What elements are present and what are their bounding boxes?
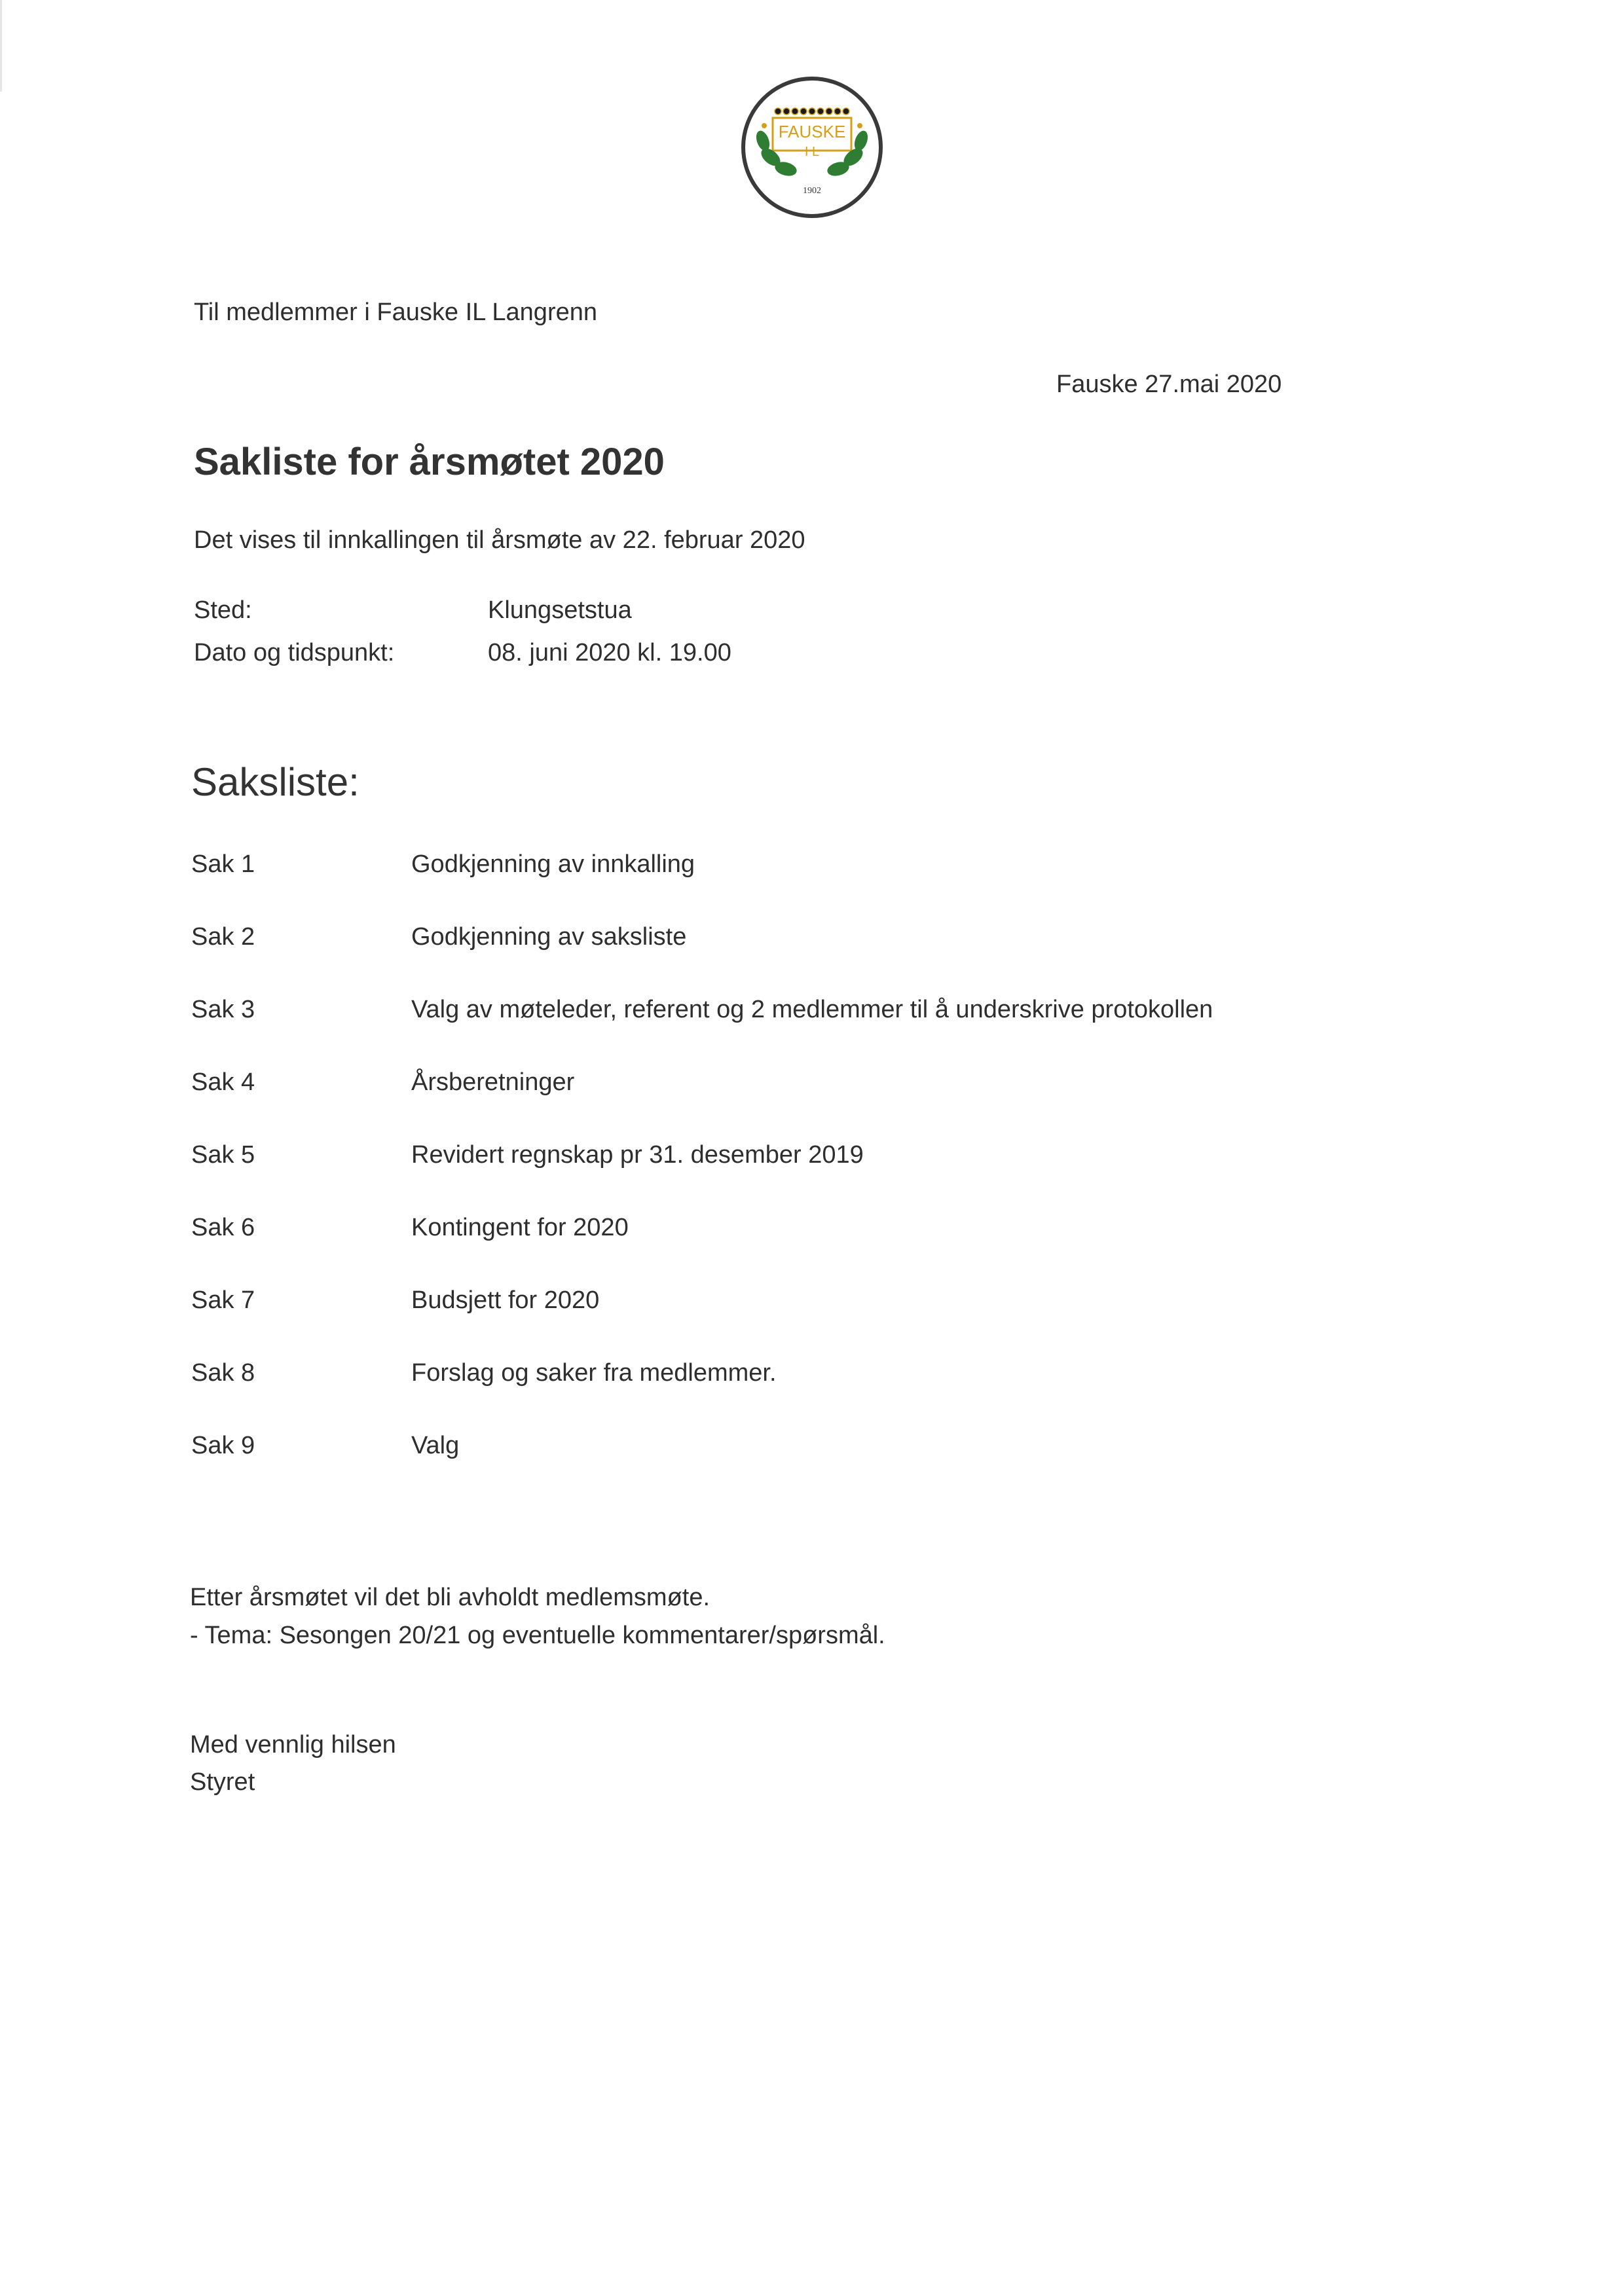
logo-dots xyxy=(775,108,849,115)
logo-dot xyxy=(800,108,807,115)
agenda-item-text: Kontingent for 2020 xyxy=(411,1214,629,1241)
agenda-item-number: Sak 4 xyxy=(191,1068,255,1096)
recipient-line: Til medlemmer i Fauske IL Langrenn xyxy=(194,299,597,326)
detail-value-place: Klungsetstua xyxy=(488,596,632,624)
logo-dot xyxy=(783,108,790,115)
agenda-item xyxy=(0,922,1624,962)
agenda-item-number: Sak 1 xyxy=(191,850,255,878)
logo-dot xyxy=(826,108,832,115)
intro-text: Det vises til innkallingen til årsmøte av 22. februar 2020 xyxy=(194,526,805,554)
agenda-item xyxy=(0,1431,1624,1470)
agenda-item xyxy=(0,1286,1624,1325)
agenda-item-text: Budsjett for 2020 xyxy=(411,1286,600,1314)
agenda-heading: Saksliste: xyxy=(191,760,360,804)
agenda-item xyxy=(0,1358,1624,1398)
agenda-item-number: Sak 8 xyxy=(191,1359,255,1387)
club-logo xyxy=(737,72,887,223)
agenda-item xyxy=(0,850,1624,889)
agenda-item xyxy=(0,1068,1624,1107)
agenda-item-text: Årsberetninger xyxy=(411,1068,575,1096)
agenda-item xyxy=(0,1140,1624,1180)
after-meeting-topic: - Tema: Sesongen 20/21 og eventuelle kommentarer/spørsmål. xyxy=(190,1622,885,1649)
logo-dot xyxy=(843,108,849,115)
logo-subtext: I L xyxy=(804,145,820,159)
document-title: Sakliste for årsmøtet 2020 xyxy=(194,441,665,483)
agenda-item-text: Godkjenning av saksliste xyxy=(411,923,687,951)
after-meeting-line: Etter årsmøtet vil det bli avholdt medlemsmøte. xyxy=(190,1584,710,1611)
logo-dot xyxy=(809,108,815,115)
logo-text: FAUSKE xyxy=(778,122,846,141)
agenda-item xyxy=(0,995,1624,1034)
agenda-item-text: Godkjenning av innkalling xyxy=(411,850,695,878)
logo-dot xyxy=(817,108,824,115)
agenda-item-text: Revidert regnskap pr 31. desember 2019 xyxy=(411,1141,864,1169)
agenda-item-number: Sak 5 xyxy=(191,1141,255,1169)
agenda-item-text: Valg av møteleder, referent og 2 medlemmer til å underskrive protokollen xyxy=(411,996,1213,1023)
agenda-item-number: Sak 7 xyxy=(191,1286,255,1314)
logo-dot xyxy=(834,108,841,115)
closing-line: Med vennlig hilsen xyxy=(190,1731,396,1758)
detail-label-place: Sted: xyxy=(194,596,252,624)
agenda-item-number: Sak 3 xyxy=(191,996,255,1023)
agenda-item xyxy=(0,1213,1624,1252)
signature-line: Styret xyxy=(190,1768,255,1796)
logo-dot xyxy=(775,108,781,115)
agenda-item-text: Valg xyxy=(411,1432,460,1459)
logo-year: 1902 xyxy=(803,186,821,196)
agenda-item-text: Forslag og saker fra medlemmer. xyxy=(411,1359,777,1387)
agenda-item-number: Sak 2 xyxy=(191,923,255,951)
logo-dot xyxy=(792,108,798,115)
agenda-item-number: Sak 9 xyxy=(191,1432,255,1459)
detail-label-datetime: Dato og tidspunkt: xyxy=(194,639,395,666)
agenda-item-number: Sak 6 xyxy=(191,1214,255,1241)
place-date: Fauske 27.mai 2020 xyxy=(1056,371,1282,398)
scan-edge xyxy=(0,0,2,92)
detail-value-datetime: 08. juni 2020 kl. 19.00 xyxy=(488,639,731,666)
